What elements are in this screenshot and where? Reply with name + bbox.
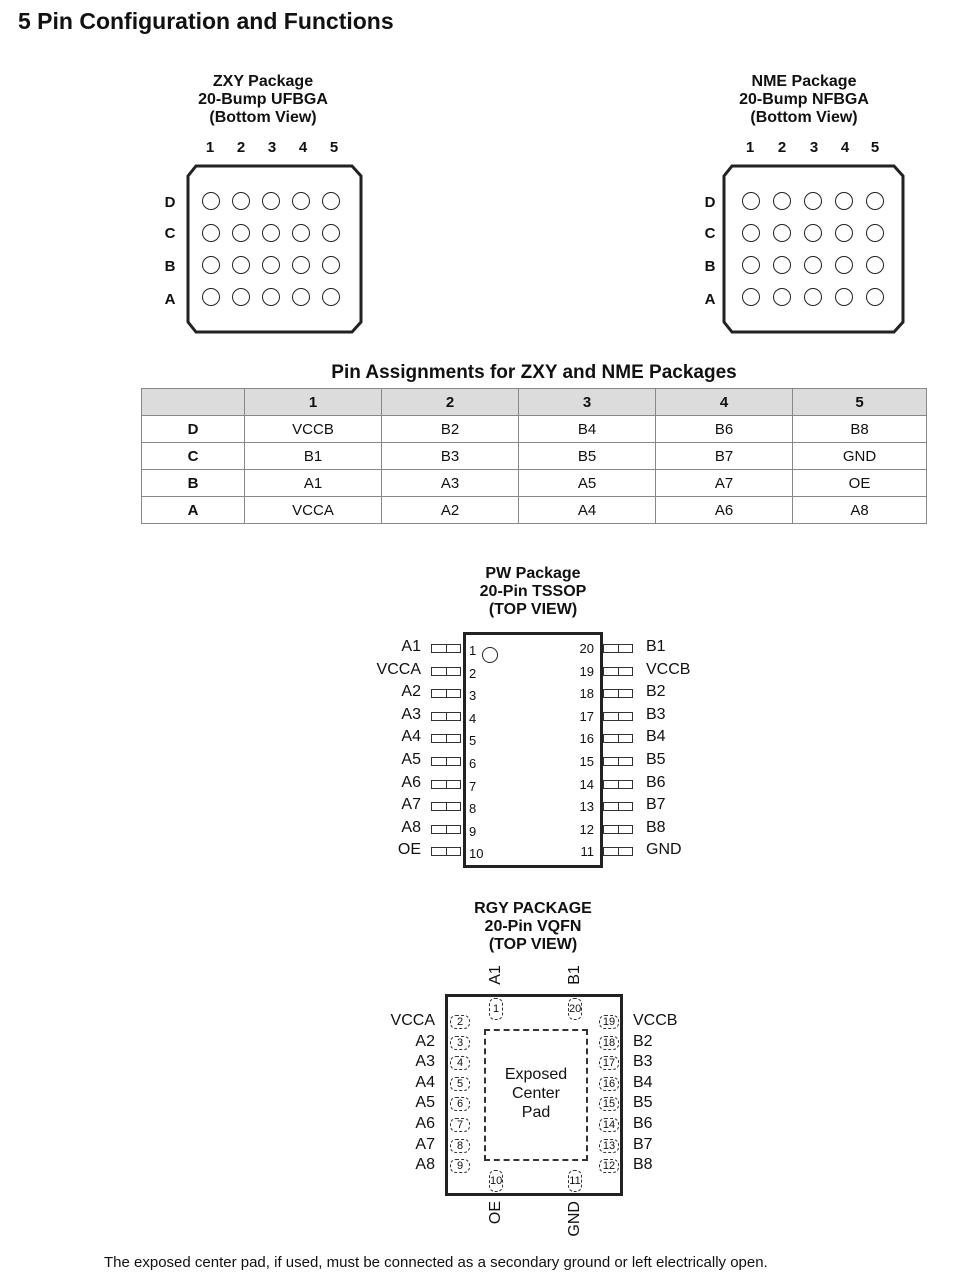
pin-cell: B2	[382, 416, 519, 443]
bga-ball	[804, 288, 822, 306]
pw-pin-number: 15	[579, 754, 594, 769]
rgy-pin-name: A8	[415, 1156, 435, 1174]
pw-pin-number: 20	[579, 641, 594, 656]
rgy-pin-name: A4	[415, 1073, 435, 1091]
pw-pin-name: B3	[646, 705, 666, 723]
rgy-pad: 4	[450, 1056, 470, 1070]
zxy-col-4: 4	[298, 139, 308, 156]
pin-cell: B3	[382, 443, 519, 470]
header-cell: 1	[245, 389, 382, 416]
row-label-cell: D	[142, 416, 245, 443]
pw-pin-name: B1	[646, 638, 666, 655]
bga-ball	[232, 224, 250, 242]
nme-row-d: D	[704, 194, 716, 211]
bga-ball	[292, 288, 310, 306]
pw-view: (TOP VIEW)	[488, 601, 578, 618]
pad-label-line2: Center	[511, 1085, 561, 1102]
pw-pin-number: 5	[469, 733, 477, 749]
pw-lead	[603, 667, 633, 676]
pw-subtitle: 20-Pin TSSOP	[479, 583, 587, 600]
pw-pin-name: B7	[646, 796, 666, 814]
nme-title: NME Package	[751, 73, 857, 90]
pin-cell: B7	[656, 443, 793, 470]
rgy-pad: 2	[450, 1015, 470, 1029]
rgy-pad: 16	[599, 1077, 619, 1091]
bga-ball	[202, 256, 220, 274]
bga-ball	[292, 192, 310, 210]
pin-cell: B4	[519, 416, 656, 443]
pw-pin-number: 14	[579, 776, 594, 792]
bga-ball	[322, 288, 340, 306]
rgy-pin-name: B1	[566, 965, 583, 985]
pw-lead	[603, 757, 633, 766]
pin-cell: A7	[656, 470, 793, 497]
bga-ball	[773, 224, 791, 242]
bga-ball	[773, 288, 791, 306]
bga-ball	[742, 224, 760, 242]
pin-table-title: Pin Assignments for ZXY and NME Packages	[331, 362, 737, 383]
bga-ball	[835, 192, 853, 210]
pw-pin-number: 8	[469, 801, 477, 817]
nme-col-2: 2	[777, 139, 787, 156]
exposed-pad-label	[486, 1065, 586, 1122]
row-label-cell: C	[142, 443, 245, 470]
pw-pin-number: 10	[469, 846, 484, 862]
pin-cell: B5	[519, 443, 656, 470]
pw-pin-name: B2	[646, 683, 666, 701]
pw-lead	[431, 644, 461, 653]
rgy-pad: 13	[599, 1139, 619, 1153]
exposed-center-pad	[484, 1029, 588, 1161]
rgy-pin-name: OE	[487, 1201, 504, 1225]
rgy-pin-name: B3	[633, 1053, 653, 1071]
pw-pin-number: 12	[579, 821, 594, 837]
rgy-pad: 19	[599, 1015, 619, 1029]
zxy-row-a: A	[164, 291, 176, 308]
pw-pin-number: 9	[469, 823, 477, 839]
bga-ball	[804, 224, 822, 242]
nme-subtitle: 20-Bump NFBGA	[739, 91, 869, 108]
pw-pin-name: OE	[397, 841, 421, 859]
pw-lead	[431, 689, 461, 698]
nme-col-5: 5	[870, 139, 880, 156]
table-row	[142, 497, 927, 524]
rgy-pad: 3	[450, 1036, 470, 1050]
bga-ball	[202, 288, 220, 306]
rgy-pin-name: GND	[566, 1201, 583, 1237]
rgy-pin-name: VCCA	[390, 1012, 435, 1029]
nme-row-b: B	[704, 258, 716, 275]
rgy-pin-name: A1	[487, 965, 504, 985]
zxy-package-outline	[186, 164, 366, 336]
rgy-pad: 6	[450, 1097, 470, 1111]
zxy-row-d: D	[164, 194, 176, 211]
bga-ball	[262, 288, 280, 306]
zxy-col-3: 3	[267, 139, 277, 156]
bga-ball	[262, 256, 280, 274]
pw-pin-number: 6	[469, 756, 477, 771]
rgy-pin-name: VCCB	[633, 1012, 678, 1029]
nme-view: (Bottom View)	[750, 109, 858, 126]
pw-lead	[603, 734, 633, 743]
pw-pin-name: GND	[646, 841, 682, 859]
rgy-pin-name: B5	[633, 1094, 653, 1112]
pw-pin-number: 1	[469, 643, 477, 658]
pin-cell: A8	[793, 497, 927, 524]
nme-col-1: 1	[745, 139, 755, 156]
pw-pin-number: 18	[579, 686, 594, 702]
nme-col-4: 4	[840, 139, 850, 156]
rgy-subtitle: 20-Pin VQFN	[484, 918, 582, 935]
footnote: The exposed center pad, if used, must be connected as a secondary ground or left electrically open.	[104, 1254, 768, 1271]
header-cell: 2	[382, 389, 519, 416]
bga-ball	[322, 192, 340, 210]
pw-pin-name: B4	[646, 728, 666, 746]
pw-pin-name: A8	[401, 818, 421, 836]
pw-lead	[603, 847, 633, 856]
bga-ball	[322, 256, 340, 274]
rgy-pad: 5	[450, 1077, 470, 1091]
pin-cell: B6	[656, 416, 793, 443]
nme-col-3: 3	[809, 139, 819, 156]
pw-lead	[431, 780, 461, 789]
pin-cell: A5	[519, 470, 656, 497]
bga-ball	[804, 192, 822, 210]
pin-cell: VCCB	[245, 416, 382, 443]
header-cell: 3	[519, 389, 656, 416]
pw-pin-name: B6	[646, 773, 666, 791]
pw-lead	[431, 667, 461, 676]
pw-pin-name: A7	[401, 796, 421, 814]
pin-assignment-table	[141, 388, 927, 524]
rgy-pad: 12	[599, 1159, 619, 1173]
bga-ball	[773, 256, 791, 274]
bga-ball	[835, 224, 853, 242]
pin-cell: A2	[382, 497, 519, 524]
rgy-pin-name: B2	[633, 1032, 653, 1050]
bga-ball	[742, 288, 760, 306]
zxy-col-1: 1	[205, 139, 215, 156]
pw-pin-name: A5	[401, 751, 421, 768]
pw-lead	[431, 757, 461, 766]
pw-title: PW Package	[485, 565, 581, 582]
bga-ball	[322, 224, 340, 242]
pin-cell: B8	[793, 416, 927, 443]
rgy-pad: 17	[599, 1056, 619, 1070]
rgy-pad: 10	[489, 1170, 503, 1192]
rgy-pin-name: B7	[633, 1135, 653, 1153]
rgy-pin-name: A5	[415, 1094, 435, 1112]
nme-package-outline	[722, 164, 907, 336]
bga-ball	[232, 256, 250, 274]
zxy-title: ZXY Package	[212, 73, 314, 90]
bga-ball	[773, 192, 791, 210]
bga-ball	[232, 192, 250, 210]
rgy-pin-name: B6	[633, 1115, 653, 1132]
pin1-marker-icon	[482, 647, 498, 663]
zxy-row-b: B	[164, 258, 176, 275]
pw-pin-name: B8	[646, 818, 666, 836]
pw-pin-name: VCCA	[376, 660, 421, 678]
rgy-pad: 7	[450, 1118, 470, 1132]
bga-ball	[742, 256, 760, 274]
pw-pin-number: 19	[579, 663, 594, 679]
pw-pin-name: A2	[401, 683, 421, 701]
pw-pin-name: B5	[646, 751, 666, 768]
pin-cell: A3	[382, 470, 519, 497]
rgy-title: RGY PACKAGE	[474, 900, 592, 917]
rgy-pad: 15	[599, 1097, 619, 1111]
rgy-pin-name: A3	[415, 1053, 435, 1071]
bga-ball	[232, 288, 250, 306]
rgy-pin-name: B8	[633, 1156, 653, 1174]
pw-pin-number: 17	[579, 708, 594, 724]
pw-lead	[603, 825, 633, 834]
pad-label-line1: Exposed	[504, 1066, 568, 1083]
table-row	[142, 443, 927, 470]
nme-row-a: A	[704, 291, 716, 308]
pw-pin-name: A3	[401, 705, 421, 723]
pw-lead	[603, 780, 633, 789]
bga-ball	[262, 192, 280, 210]
section-title: 5 Pin Configuration and Functions	[18, 8, 394, 34]
pw-pin-name: A6	[401, 773, 421, 791]
row-label-cell: A	[142, 497, 245, 524]
bga-ball	[804, 256, 822, 274]
rgy-pad: 18	[599, 1036, 619, 1050]
pw-lead	[431, 802, 461, 811]
zxy-row-c: C	[164, 225, 176, 242]
bga-ball	[835, 256, 853, 274]
pw-pin-number: 13	[579, 799, 594, 815]
pw-lead	[603, 802, 633, 811]
bga-ball	[835, 288, 853, 306]
zxy-caption	[163, 73, 363, 127]
rgy-pin-name: A6	[415, 1115, 435, 1132]
nme-caption	[704, 73, 904, 127]
zxy-col-5: 5	[329, 139, 339, 156]
bga-ball	[866, 288, 884, 306]
table-row	[142, 470, 927, 497]
zxy-view: (Bottom View)	[209, 109, 317, 126]
rgy-pin-name: B4	[633, 1073, 653, 1091]
pw-pin-name: VCCB	[646, 660, 691, 678]
bga-ball	[866, 256, 884, 274]
rgy-pin-name: A2	[415, 1032, 435, 1050]
bga-ball	[202, 224, 220, 242]
pw-lead	[431, 734, 461, 743]
nme-row-c: C	[704, 225, 716, 242]
pw-pin-number: 16	[579, 731, 594, 747]
header-cell: 5	[793, 389, 927, 416]
pw-lead	[431, 712, 461, 721]
bga-ball	[866, 224, 884, 242]
pw-lead	[603, 689, 633, 698]
pw-pin-number: 2	[469, 665, 477, 681]
rgy-pad: 8	[450, 1139, 470, 1153]
header-cell: 4	[656, 389, 793, 416]
rgy-pad: 14	[599, 1118, 619, 1132]
bga-ball	[742, 192, 760, 210]
pw-lead	[431, 825, 461, 834]
rgy-package-body	[445, 994, 623, 1196]
pw-pin-number: 4	[469, 710, 477, 726]
pw-lead	[431, 847, 461, 856]
rgy-pad: 20	[568, 998, 582, 1020]
bga-ball	[866, 192, 884, 210]
pw-pin-number: 3	[469, 688, 477, 704]
pw-pin-name: A4	[401, 728, 421, 746]
pw-pin-number: 11	[580, 844, 594, 860]
rgy-pad: 9	[450, 1159, 470, 1173]
rgy-pad: 1	[489, 998, 503, 1020]
rgy-pin-name: A7	[415, 1135, 435, 1153]
rgy-caption	[433, 900, 633, 954]
rgy-pad: 11	[568, 1170, 582, 1192]
pin-cell: A6	[656, 497, 793, 524]
bga-ball	[202, 192, 220, 210]
table-row	[142, 416, 927, 443]
pw-pin-name: A1	[401, 638, 421, 655]
table-header-row	[142, 389, 927, 416]
pin-cell: A1	[245, 470, 382, 497]
pw-caption	[433, 565, 633, 619]
pad-label-line3: Pad	[521, 1104, 551, 1121]
pin-cell: GND	[793, 443, 927, 470]
bga-ball	[262, 224, 280, 242]
zxy-subtitle: 20-Bump UFBGA	[198, 91, 328, 108]
pw-pin-number: 7	[469, 778, 477, 794]
bga-ball	[292, 224, 310, 242]
pw-lead	[603, 712, 633, 721]
pw-lead	[603, 644, 633, 653]
pin-cell: VCCA	[245, 497, 382, 524]
zxy-col-2: 2	[236, 139, 246, 156]
pin-cell: OE	[793, 470, 927, 497]
header-cell	[142, 389, 245, 416]
pin-cell: A4	[519, 497, 656, 524]
pin-cell: B1	[245, 443, 382, 470]
bga-ball	[292, 256, 310, 274]
row-label-cell: B	[142, 470, 245, 497]
rgy-view: (TOP VIEW)	[488, 936, 578, 953]
